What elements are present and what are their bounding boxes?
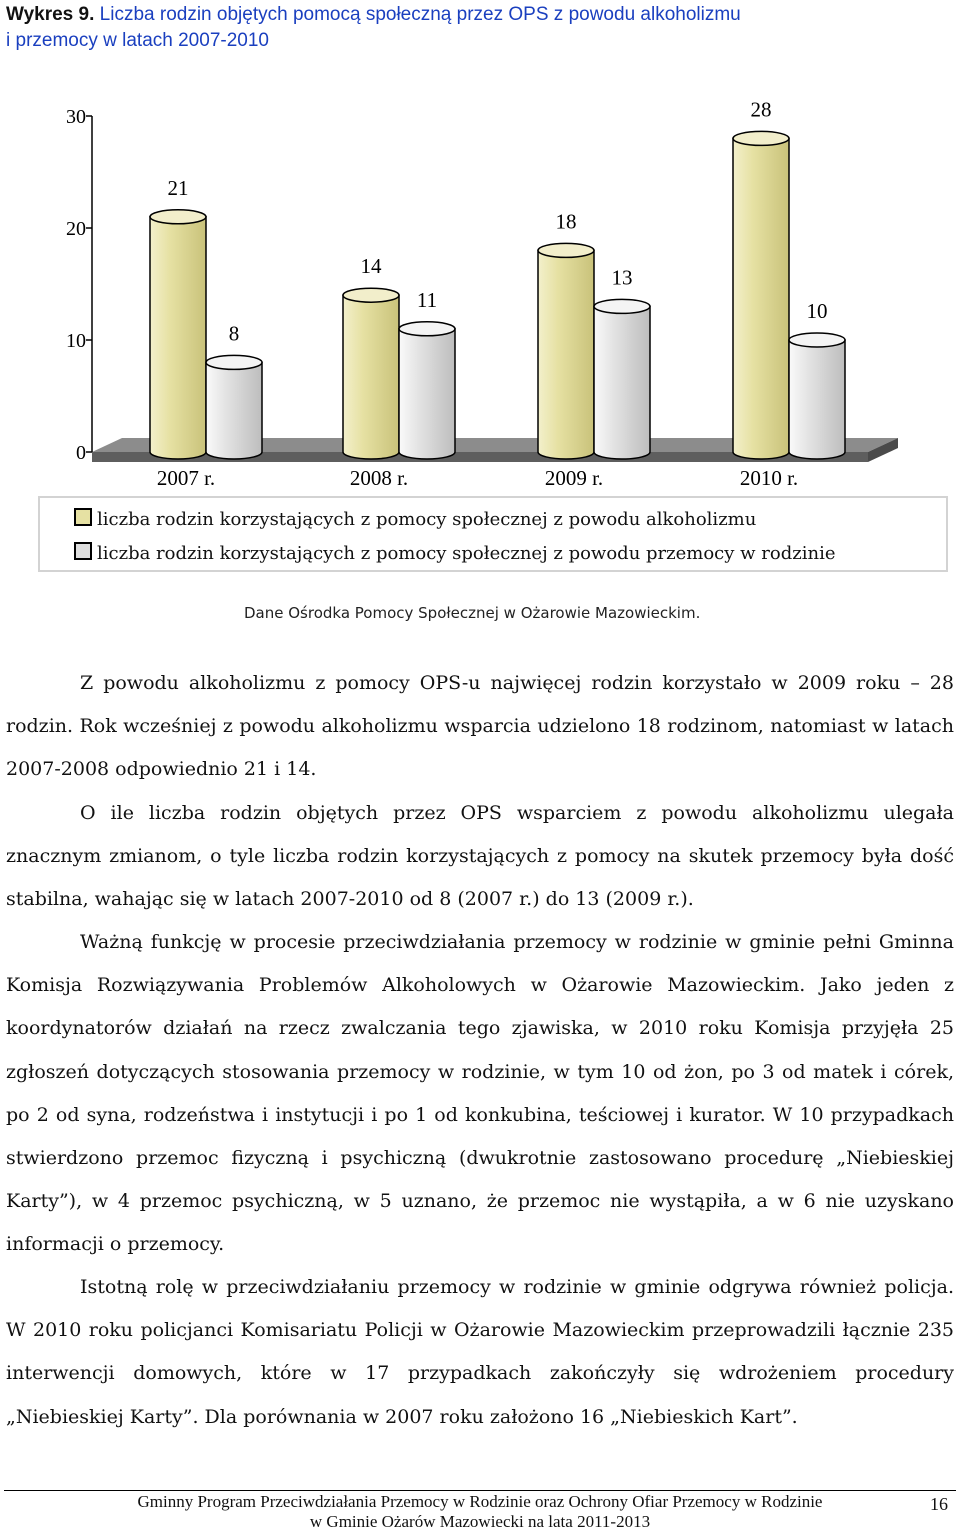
bar-top-1-1 xyxy=(399,322,455,336)
bar-0-1 xyxy=(343,295,399,459)
footer-divider xyxy=(4,1490,956,1491)
bar-top-1-2 xyxy=(594,299,650,313)
chart-legend xyxy=(38,496,948,572)
footer-line-1: Gminny Program Przeciwdziałania Przemocy w Rodzinie oraz Ochrony Ofiar Przemocy w Rodzinie xyxy=(137,1492,823,1511)
bar-top-1-3 xyxy=(789,333,845,347)
figure-title-line1: Liczba rodzin objętych pomocą społeczną przez OPS z powodu alkoholizmu xyxy=(99,4,741,25)
page-footer xyxy=(60,1492,900,1532)
paragraph-2: O ile liczba rodzin objętych przez OPS wsparciem z powodu alkoholizmu ulegała znacznym zmianom, o tyle liczba rodzin korzystających z pomocy na skutek przemocy była dość stabilna, wahając się w latach 2007-2010 od 8 (2007 r.) do 13 (2009 r.). xyxy=(6,802,954,911)
legend-swatch-violence xyxy=(74,542,92,560)
bar-top-1-0 xyxy=(206,355,262,369)
bar-0-2 xyxy=(538,250,594,459)
y-tick-label-0: 0 xyxy=(76,442,86,464)
data-label-0-3: 28 xyxy=(750,97,772,122)
bar-1-0 xyxy=(206,362,262,459)
legend-item-alcoholism xyxy=(74,508,756,531)
paragraph-3: Ważną funkcję w procesie przeciwdziałania przemocy w rodzinie w gminie pełni Gminna Komisja Rozwiązywania Problemów Alkoholowych w Ożarowie Mazowieckim. Jako jeden z koordynatorów działań na rzecz zwalczania tego zjawiska, w 2010 roku Komisja przyjęła 25 zgłoszeń dotyczących stosowania przemocy w rodzinie, w tym 10 od żon, po 3 od matek i córek, po 2 od syna, rodzeństwa i instytucji i po 1 od konkubina, teściowej i kurator. W 10 przypadkach stwierdzono przemoc fizyczną i psychiczną (dwukrotnie zastosowano procedurę „Niebieskiej Karty”), w 4 przemoc psychiczną, w 5 uznano, że przemoc nie wystąpiła, a w 6 nie uzyskano informacji o przemocy. xyxy=(6,931,954,1256)
y-tick-label-1: 10 xyxy=(66,330,86,352)
data-label-0-2: 18 xyxy=(555,209,577,234)
y-tick-label-2: 20 xyxy=(66,218,86,240)
x-tick-label-1: 2008 r. xyxy=(349,466,409,490)
bar-0-0 xyxy=(150,217,206,459)
figure-title-line2: i przemocy w latach 2007-2010 xyxy=(6,30,269,51)
y-tick-label-3: 30 xyxy=(66,106,86,128)
paragraph-4: Istotną rolę w przeciwdziałaniu przemocy w rodzinie w gminie odgrywa również policja. W 2010 roku policjanci Komisariatu Policji w Ożarowie Mazowieckim przeprowadzili łącznie 235 interwencji domowych, które w 17 przypadkach zakończyły się wdrożeniem procedury „Niebieskiej Karty”. Dla porównania w 2007 roku założono 16 „Niebieskich Kart”. xyxy=(6,1276,954,1428)
bar-top-0-1 xyxy=(343,288,399,302)
legend-label-alcoholism: liczba rodzin korzystających z pomocy społecznej z powodu alkoholizmu xyxy=(97,509,757,530)
bar-top-0-0 xyxy=(150,210,206,224)
data-label-1-3: 10 xyxy=(806,299,828,323)
bar-top-0-3 xyxy=(733,131,789,145)
data-label-1-0: 8 xyxy=(228,321,240,346)
bar-chart xyxy=(0,60,960,500)
x-tick-label-3: 2010 r. xyxy=(739,466,799,490)
bar-1-2 xyxy=(594,306,650,459)
x-tick-label-0: 2007 r. xyxy=(156,466,216,490)
page-number: 16 xyxy=(930,1494,948,1514)
paragraph-1: Z powodu alkoholizmu z pomocy OPS-u najwięcej rodzin korzystało w 2009 roku – 28 rodzin. Rok wcześniej z powodu alkoholizmu wsparcia udzielono 18 rodzinom, natomiast w latach 2007-2008 odpowiednio 21 i 14. xyxy=(6,672,954,781)
bar-0-3 xyxy=(733,138,789,459)
data-label-1-2: 13 xyxy=(611,265,633,290)
figure-number: Wykres 9. xyxy=(6,4,95,25)
bar-top-0-2 xyxy=(538,243,594,257)
figure-title xyxy=(6,2,946,54)
bar-1-1 xyxy=(399,329,455,459)
bar-1-3 xyxy=(789,340,845,459)
data-label-0-0: 21 xyxy=(167,175,189,200)
legend-item-violence xyxy=(74,542,836,565)
x-tick-label-2: 2009 r. xyxy=(544,466,604,490)
data-source-note: Dane Ośrodka Pomocy Społecznej w Ożarowie Mazowieckim. xyxy=(244,604,701,622)
footer-line-2: w Gminie Ożarów Mazowiecki na lata 2011-2013 xyxy=(309,1512,651,1531)
data-label-1-1: 11 xyxy=(416,287,438,312)
legend-label-violence: liczba rodzin korzystających z pomocy społecznej z powodu przemocy w rodzinie xyxy=(97,543,836,564)
data-label-0-1: 14 xyxy=(360,254,382,279)
legend-swatch-alcoholism xyxy=(74,508,92,526)
